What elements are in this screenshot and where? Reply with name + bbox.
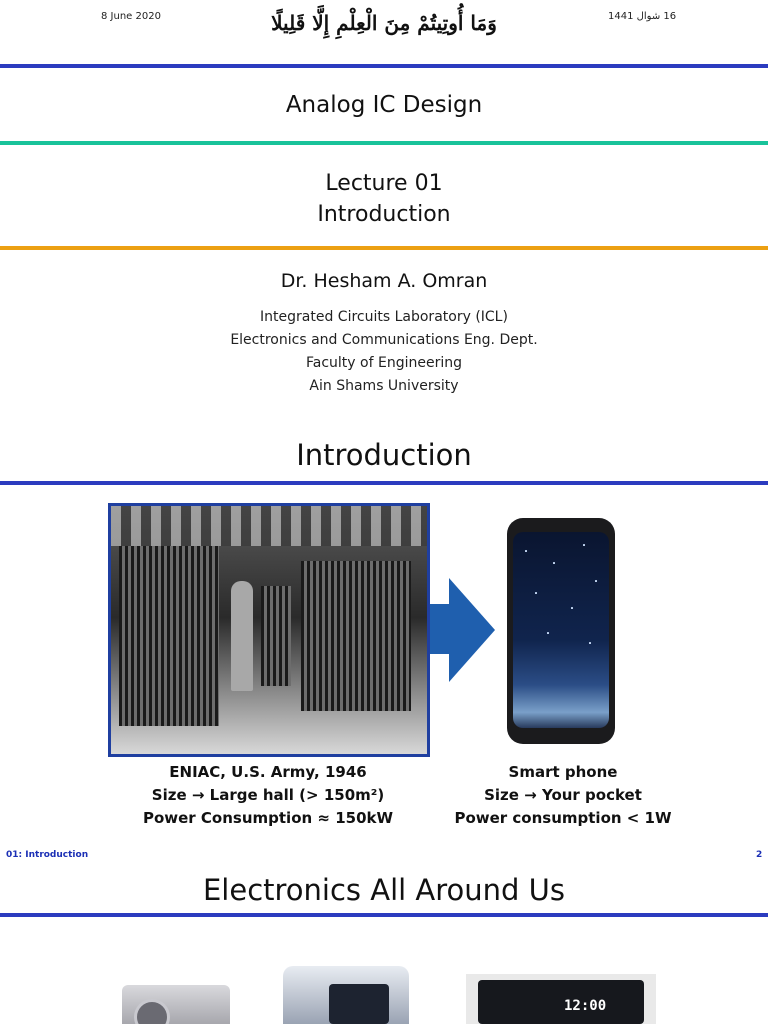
lecture-number: Lecture 01 [325,171,443,196]
caption-line: Power consumption < 1W [454,809,672,827]
eniac-photo [108,503,430,757]
caption-line: ENIAC, U.S. Army, 1946 [169,763,367,781]
footer-section-label: 01: Introduction [6,850,89,860]
caption-line: Size → Your pocket [484,786,642,804]
affiliation-line: Electronics and Communications Eng. Dept. [230,332,538,348]
quran-verse: وَمَا أُوتِيتُمْ مِنَ الْعِلْمِ إِلَّا قَلِيلًا [271,11,497,35]
blue-divider-top [0,64,768,68]
affiliation-line: Integrated Circuits Laboratory (ICL) [260,309,508,325]
eniac-caption [118,761,418,830]
caption-line: Size → Large hall (> 150m²) [151,786,385,804]
blue-divider-slide2 [0,481,768,485]
course-title: Analog IC Design [285,92,483,118]
smartphone-image [507,518,615,744]
digital-camera-image [122,985,230,1024]
blue-divider-slide3 [0,913,768,917]
slide-title-electronics: Electronics All Around Us [202,873,566,907]
caption-line: Power Consumption ≈ 150kW [142,809,394,827]
caption-line: Smart phone [508,763,618,781]
author-name: Dr. Hesham A. Omran [280,270,488,292]
gregorian-date: 8 June 2020 [101,11,161,22]
blood-pressure-monitor-image [283,966,409,1024]
affiliation-line: Ain Shams University [309,378,459,394]
lecture-title: Introduction [317,202,451,227]
oven-clock-display: 12:00 [564,998,607,1014]
microwave-panel-image [466,974,656,1024]
smartphone-caption [438,761,688,830]
page-number: 2 [756,850,763,860]
arrow-head-icon [449,578,495,682]
green-divider [0,141,768,145]
hijri-date: 16 شوال 1441 [608,11,677,22]
slide-title-introduction: Introduction [296,438,472,472]
affiliation-block [0,306,768,398]
affiliation-line: Faculty of Engineering [306,355,462,371]
orange-divider [0,246,768,250]
